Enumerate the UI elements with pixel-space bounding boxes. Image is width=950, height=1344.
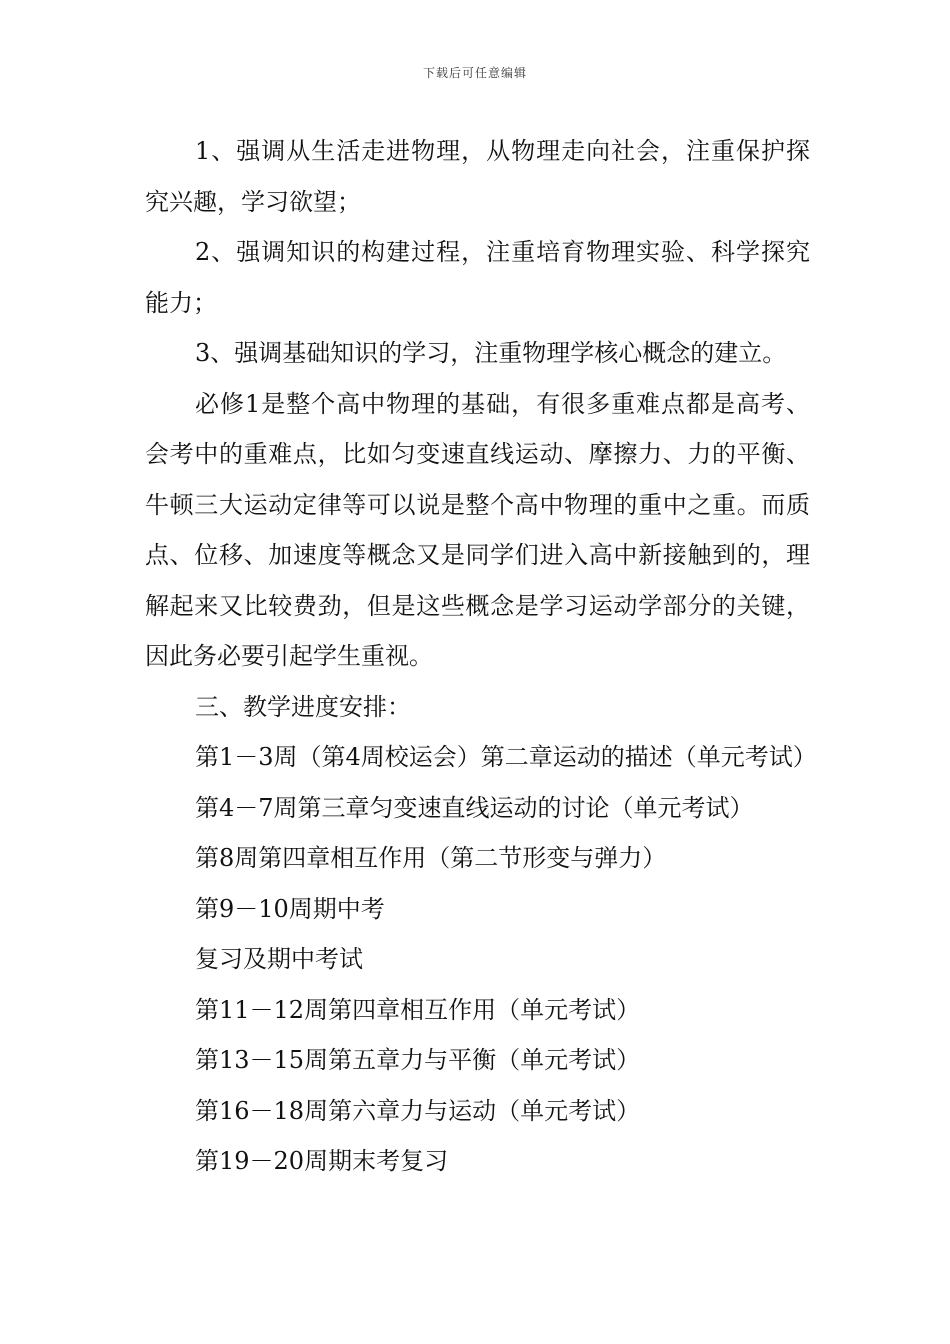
- section-heading-schedule: 三、教学进度安排：: [195, 692, 411, 721]
- schedule-item: 第1－3周（第4周校运会）第二章运动的描述（单元考试）: [195, 743, 817, 771]
- schedule-item: 第4－7周第三章匀变速直线运动的讨论（单元考试）: [195, 793, 754, 822]
- paragraph-goal-2: 2、强调知识的构建过程，注重培育物理实验、科学探究能力；: [145, 238, 810, 317]
- paragraph-goal-3: 3、强调基础知识的学习，注重物理学核心概念的建立。: [195, 339, 787, 367]
- schedule-item: 第9－10周期中考: [195, 894, 385, 923]
- document-body: [145, 126, 817, 1187]
- schedule-item: 第19－20周期末考复习: [195, 1147, 449, 1175]
- schedule-item: 第13－15周第五章力与平衡（单元考试）: [195, 1046, 641, 1074]
- page-header: 下载后可任意编辑: [422, 66, 527, 80]
- schedule-item: 第11－12周第四章相互作用（单元考试）: [195, 995, 641, 1024]
- schedule-item: 复习及期中考试: [195, 945, 363, 973]
- schedule-item: 第16－18周第六章力与运动（单元考试）: [195, 1096, 641, 1125]
- schedule-item: 第8周第四章相互作用（第二节形变与弹力）: [195, 844, 667, 872]
- paragraph-goal-1: 1、强调从生活走进物理，从物理走向社会，注重保护探究兴趣，学习欲望；: [145, 137, 810, 216]
- paragraph-required-course: 必修1是整个高中物理的基础，有很多重难点都是高考、会考中的重难点，比如匀变速直线运动、摩擦力、力的平衡、牛顿三大运动定律等可以说是整个高中物理的重中之重。而质点、位移、加速度等概念又是同学们进入高中新接触到的，理解起来又比较费劲，但是这些概念是学习运动学部分的关键，因此务必要引起学生重视。: [145, 389, 810, 670]
